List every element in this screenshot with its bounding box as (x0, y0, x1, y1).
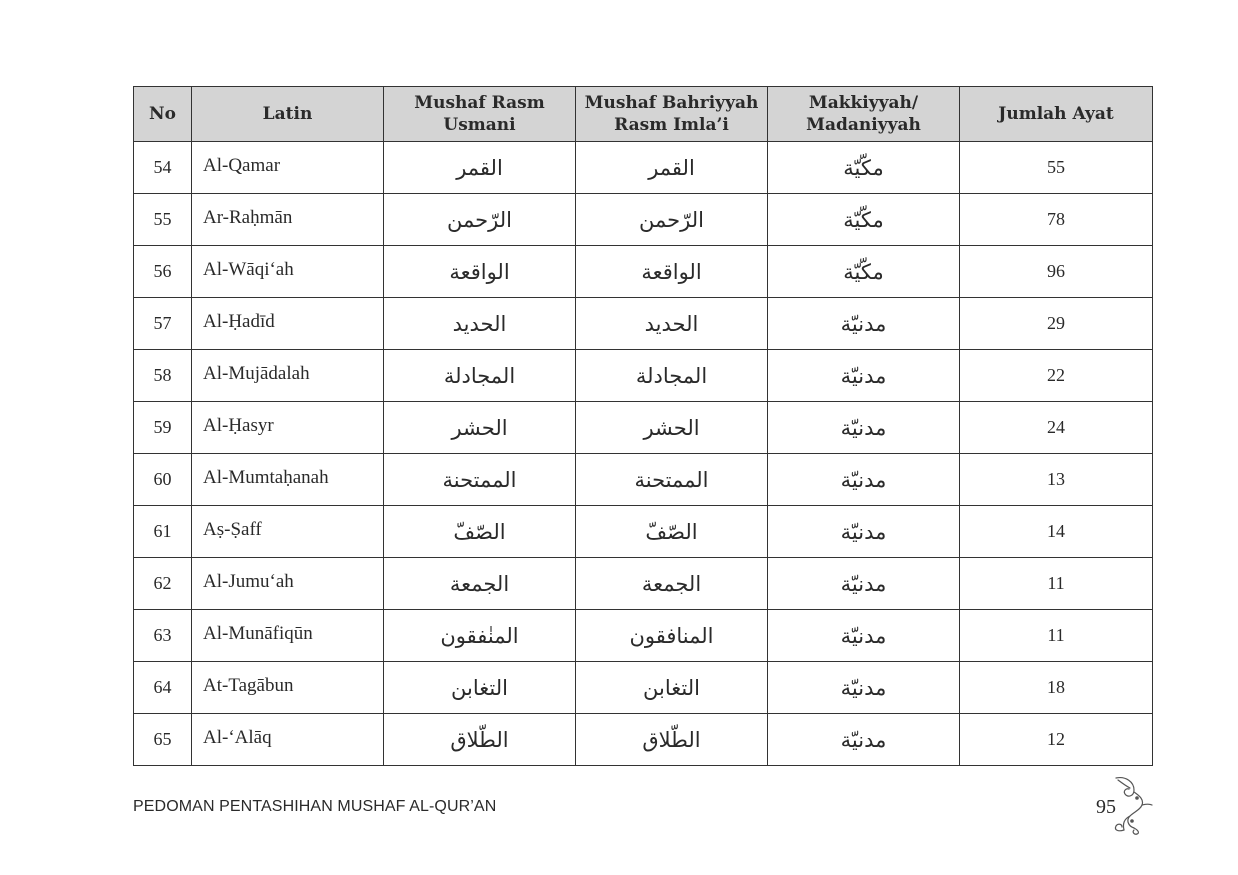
cell-type: مدنيّة (768, 298, 960, 350)
header-usmani-line1: Mushaf Rasm (414, 93, 545, 113)
surah-table-container (133, 86, 1152, 766)
cell-type: مدنيّة (768, 662, 960, 714)
page-number: 95 (1096, 796, 1116, 818)
cell-ayat: 13 (960, 454, 1153, 506)
header-makkiyyah (768, 87, 960, 142)
cell-type: مدنيّة (768, 454, 960, 506)
cell-type: مدنيّة (768, 714, 960, 766)
cell-no: 63 (134, 610, 192, 662)
cell-ayat: 24 (960, 402, 1153, 454)
table-row (134, 662, 1153, 714)
header-row (134, 87, 1153, 142)
table-row (134, 714, 1153, 766)
cell-type: مكّيّة (768, 246, 960, 298)
cell-latin: Al-Munāfiqūn (192, 610, 384, 662)
cell-ayat: 14 (960, 506, 1153, 558)
table-row (134, 298, 1153, 350)
header-no: No (134, 87, 192, 142)
cell-bahriyyah: المنافقون (576, 610, 768, 662)
cell-ayat: 96 (960, 246, 1153, 298)
cell-no: 62 (134, 558, 192, 610)
cell-type: مدنيّة (768, 558, 960, 610)
cell-type: مدنيّة (768, 402, 960, 454)
cell-ayat: 11 (960, 558, 1153, 610)
cell-latin: Aṣ-Ṣaff (192, 506, 384, 558)
cell-ayat: 11 (960, 610, 1153, 662)
cell-bahriyyah: الحشر (576, 402, 768, 454)
header-bahriyyah-line1: Mushaf Bahriyyah (584, 93, 759, 113)
surah-table (133, 86, 1153, 766)
cell-usmani: الطّلاق (384, 714, 576, 766)
header-makkiyyah-line1: Makkiyyah/ (808, 93, 919, 113)
cell-ayat: 29 (960, 298, 1153, 350)
cell-ayat: 18 (960, 662, 1153, 714)
table-row (134, 142, 1153, 194)
cell-bahriyyah: الحديد (576, 298, 768, 350)
cell-bahriyyah: الطّلاق (576, 714, 768, 766)
table-row (134, 506, 1153, 558)
cell-no: 55 (134, 194, 192, 246)
cell-type: مدنيّة (768, 610, 960, 662)
header-bahriyyah (576, 87, 768, 142)
cell-type: مكّيّة (768, 194, 960, 246)
cell-usmani: القمر (384, 142, 576, 194)
header-latin: Latin (192, 87, 384, 142)
cell-latin: Al-Mujādalah (192, 350, 384, 402)
cell-ayat: 22 (960, 350, 1153, 402)
cell-no: 58 (134, 350, 192, 402)
cell-bahriyyah: القمر (576, 142, 768, 194)
header-usmani-line2: Usmani (443, 115, 516, 135)
header-usmani (384, 87, 576, 142)
cell-latin: Al-Ḥadīd (192, 298, 384, 350)
cell-ayat: 55 (960, 142, 1153, 194)
cell-usmani: الصّفّ (384, 506, 576, 558)
cell-type: مدنيّة (768, 350, 960, 402)
cell-no: 56 (134, 246, 192, 298)
table-row (134, 610, 1153, 662)
cell-usmani: التغابن (384, 662, 576, 714)
header-jumlah: Jumlah Ayat (960, 87, 1153, 142)
cell-latin: Ar-Raḥmān (192, 194, 384, 246)
cell-usmani: المنٰفقون (384, 610, 576, 662)
cell-latin: Al-Mumtaḥanah (192, 454, 384, 506)
cell-no: 60 (134, 454, 192, 506)
table-body (134, 142, 1153, 766)
header-makkiyyah-line2: Madaniyyah (806, 115, 921, 135)
cell-ayat: 12 (960, 714, 1153, 766)
cell-no: 57 (134, 298, 192, 350)
cell-bahriyyah: الصّفّ (576, 506, 768, 558)
cell-no: 64 (134, 662, 192, 714)
cell-usmani: الجمعة (384, 558, 576, 610)
cell-usmani: الممتحنة (384, 454, 576, 506)
cell-usmani: الحشر (384, 402, 576, 454)
cell-bahriyyah: الرّحمن (576, 194, 768, 246)
cell-bahriyyah: الجمعة (576, 558, 768, 610)
table-row (134, 402, 1153, 454)
cell-usmani: المجادلة (384, 350, 576, 402)
cell-latin: Al-Jumu‘ah (192, 558, 384, 610)
cell-latin: Al-Qamar (192, 142, 384, 194)
cell-usmani: الحديد (384, 298, 576, 350)
running-footer-title: PEDOMAN PENTASHIHAN MUSHAF AL-QUR’AN (133, 798, 497, 815)
cell-no: 59 (134, 402, 192, 454)
cell-no: 65 (134, 714, 192, 766)
table-row (134, 454, 1153, 506)
cell-bahriyyah: التغابن (576, 662, 768, 714)
cell-usmani: الرّحمن (384, 194, 576, 246)
header-bahriyyah-line2: Rasm Imla’i (614, 115, 729, 135)
arabesque-ornament-icon (1104, 774, 1154, 836)
table-row (134, 350, 1153, 402)
cell-bahriyyah: الممتحنة (576, 454, 768, 506)
table-row (134, 558, 1153, 610)
table-row (134, 194, 1153, 246)
cell-latin: Al-Wāqi‘ah (192, 246, 384, 298)
cell-bahriyyah: الواقعة (576, 246, 768, 298)
cell-no: 54 (134, 142, 192, 194)
table-header (134, 87, 1153, 142)
cell-bahriyyah: المجادلة (576, 350, 768, 402)
cell-latin: Al-‘Alāq (192, 714, 384, 766)
table-row (134, 246, 1153, 298)
cell-no: 61 (134, 506, 192, 558)
cell-latin: Al-Ḥasyr (192, 402, 384, 454)
cell-type: مدنيّة (768, 506, 960, 558)
cell-latin: At-Tagābun (192, 662, 384, 714)
cell-usmani: الواقعة (384, 246, 576, 298)
cell-type: مكّيّة (768, 142, 960, 194)
cell-ayat: 78 (960, 194, 1153, 246)
